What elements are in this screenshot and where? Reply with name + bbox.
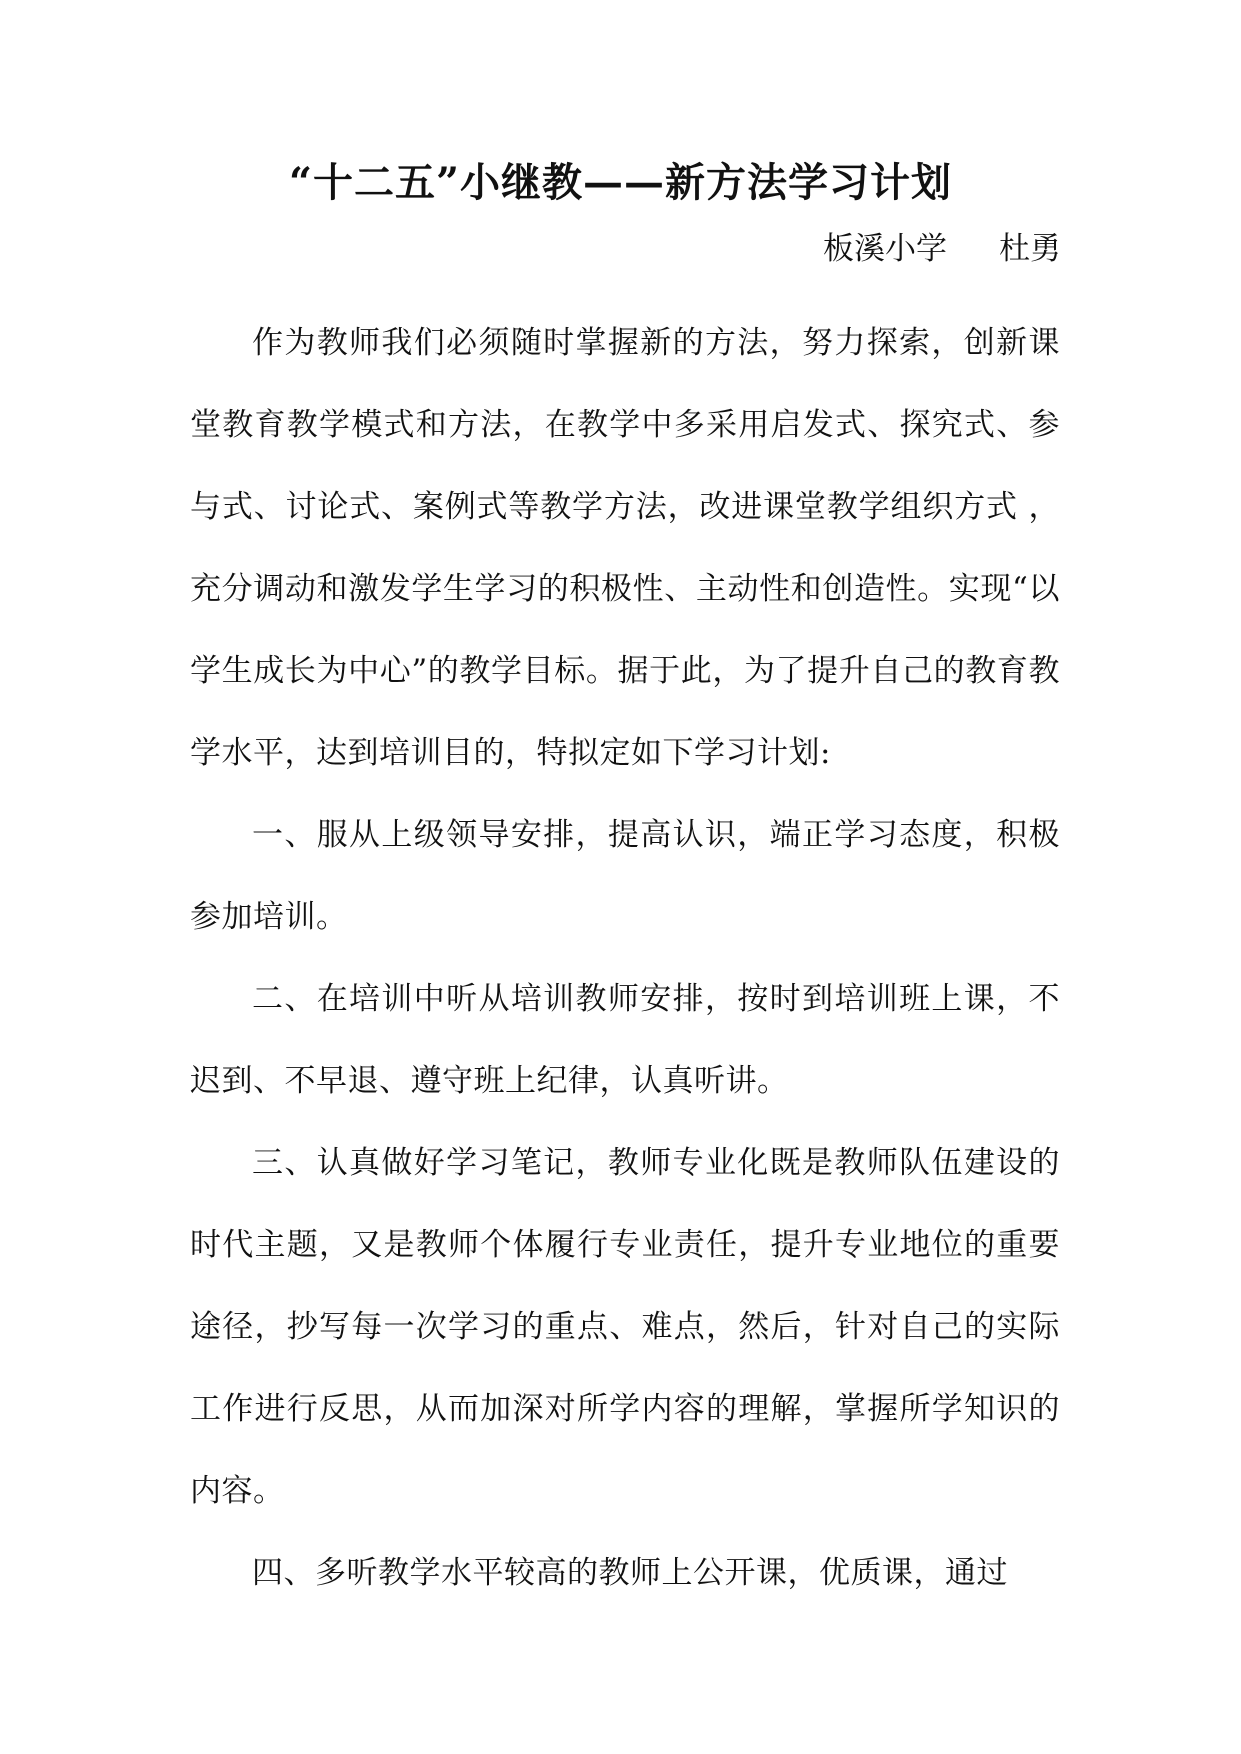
paragraph-intro: 作为教师我们必须随时掌握新的方法，努力探索，创新课堂教育教学模式和方法，在教学中多采用启发式、探究式、参与式、讨论式、案例式等教学方法，改进课堂教学组织方式 ，充分调动和激发学生学习的积极性、主动性和创造性。实现“以学生成长为中心”的教学目标。据于此，为了提升自己的教育教学水平，达到培训目的，特拟定如下学习计划: [190, 325, 1060, 771]
document-title: “十二五”小继教——新方法学习计划 [288, 159, 952, 206]
paragraph-item-2: 二、在培训中听从培训教师安排，按时到培训班上课，不迟到、不早退、遵守班上纪律，认真听讲。 [190, 981, 1060, 1099]
school-name: 板溪小学 [823, 231, 947, 267]
byline [823, 227, 1061, 271]
paragraph-item-3: 三、认真做好学习笔记，教师专业化既是教师队伍建设的时代主题，又是教师个体履行专业责任，提升专业地位的重要途径，抄写每一次学习的重点、难点，然后，针对自己的实际工作进行反思，从而加深对所学内容的理解，掌握所学知识的内容。 [190, 1145, 1060, 1509]
paragraph-item-1: 一、服从上级领导安排，提高认识，端正学习态度，积极参加培训。 [190, 817, 1060, 935]
author-name: 杜勇 [999, 231, 1061, 267]
paragraph-item-4: 四、多听教学水平较高的教师上公开课，优质课，通过 [252, 1555, 1008, 1591]
document-body [190, 302, 1060, 1614]
